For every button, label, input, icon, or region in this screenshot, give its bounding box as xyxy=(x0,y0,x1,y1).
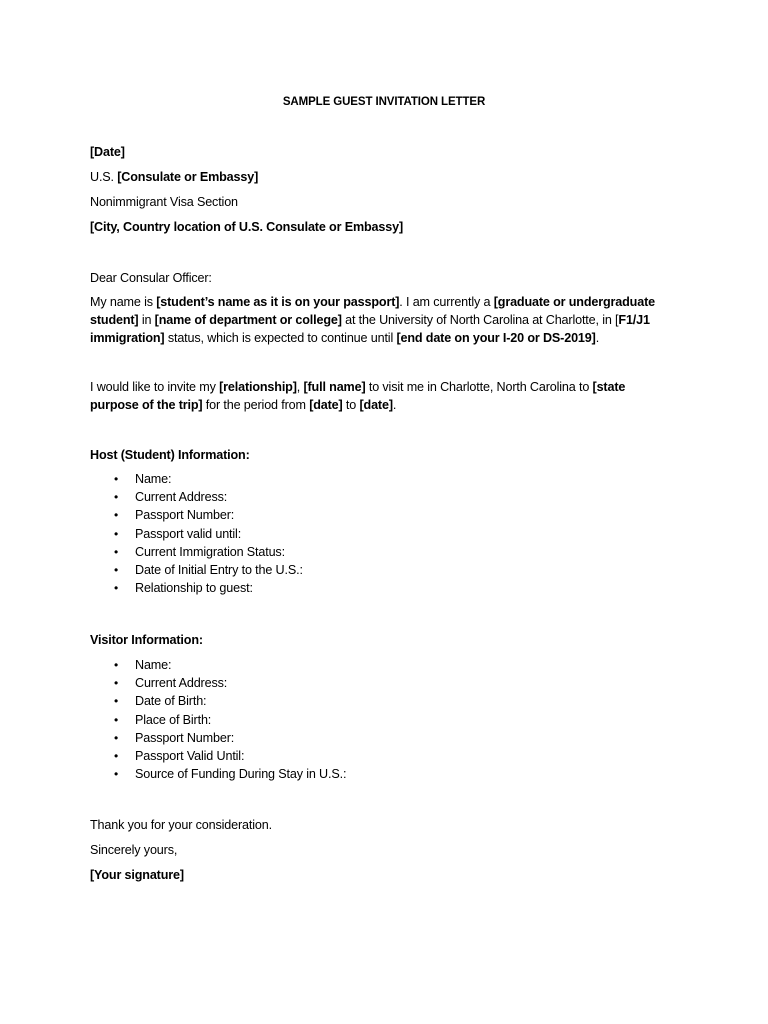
p1-text: status, which is expected to continue until xyxy=(164,331,397,345)
paragraph2-line1 xyxy=(90,378,625,396)
visitor-funding-label: Source of Funding During Stay in U.S.: xyxy=(135,767,347,782)
paragraph2-line2 xyxy=(90,396,396,414)
date-placeholder: [Date] xyxy=(90,145,125,159)
p2-start-date-placeholder: [date] xyxy=(309,398,343,412)
list-item xyxy=(90,692,346,710)
list-item xyxy=(90,674,346,692)
list-item xyxy=(90,765,346,783)
visitor-heading-text: Visitor Information: xyxy=(90,633,203,647)
p1-text: . I am currently a xyxy=(399,295,494,309)
signature-placeholder: [Your signature] xyxy=(90,868,184,882)
host-passport-valid-label: Passport valid until: xyxy=(135,526,242,541)
p1-end-date-placeholder: [end date on your I-20 or DS-2019] xyxy=(396,331,596,345)
bullet-icon: • xyxy=(114,562,119,577)
p1-visa-type-placeholder-end: immigration] xyxy=(90,331,165,345)
bullet-icon: • xyxy=(114,581,119,596)
list-item xyxy=(90,525,303,543)
list-item xyxy=(90,711,346,729)
p2-text: to visit me in Charlotte, North Carolina to xyxy=(365,380,593,394)
visitor-birth-place-label: Place of Birth: xyxy=(135,712,212,727)
bullet-icon: • xyxy=(114,712,119,727)
bullet-icon: • xyxy=(114,490,119,505)
host-immigration-status-label: Current Immigration Status: xyxy=(135,544,285,559)
date-line xyxy=(90,143,125,161)
host-passport-number-label: Passport Number: xyxy=(135,508,235,523)
p2-purpose-placeholder-end: purpose of the trip] xyxy=(90,398,203,412)
host-entry-date-label: Date of Initial Entry to the U.S.: xyxy=(135,562,303,577)
host-name-label: Name: xyxy=(135,472,172,486)
consulate-line xyxy=(90,168,258,186)
salutation: Dear Consular Officer: xyxy=(90,271,212,285)
p1-department-placeholder: [name of department or college] xyxy=(154,313,342,327)
p1-text: at the University of North Carolina at Charlotte, in [ xyxy=(341,313,619,327)
visitor-address-label: Current Address: xyxy=(135,676,228,691)
letter-title: SAMPLE GUEST INVITATION LETTER xyxy=(282,96,486,108)
p2-text: for the period from xyxy=(202,398,310,412)
paragraph1-line3 xyxy=(90,329,599,347)
p2-text: . xyxy=(392,398,397,412)
bullet-icon: • xyxy=(114,472,119,486)
list-item xyxy=(90,506,303,524)
bullet-icon: • xyxy=(114,694,119,709)
visitor-birth-date-label: Date of Birth: xyxy=(135,694,207,709)
host-address-label: Current Address: xyxy=(135,490,228,505)
paragraph1-line2 xyxy=(90,311,650,329)
bullet-icon: • xyxy=(114,508,119,523)
p1-level-placeholder: [graduate or undergraduate xyxy=(493,295,655,309)
consulate-prefix: U.S. xyxy=(90,170,118,184)
p1-student-name-placeholder: [student’s name as it is on your passport] xyxy=(156,295,400,309)
p1-text: . xyxy=(595,331,600,345)
visitor-info-list xyxy=(90,656,346,783)
bullet-icon: • xyxy=(114,676,119,691)
p2-purpose-placeholder: [state xyxy=(592,380,626,394)
list-item xyxy=(90,656,346,674)
host-info-heading xyxy=(90,446,250,464)
p1-level-placeholder-end: student] xyxy=(90,313,139,327)
visa-section-line: Nonimmigrant Visa Section xyxy=(90,195,238,209)
list-item xyxy=(90,543,303,561)
p2-relationship-placeholder: [relationship] xyxy=(219,380,297,394)
host-info-list xyxy=(90,470,303,597)
host-heading-text: Host (Student) Information: xyxy=(90,448,250,462)
bullet-icon: • xyxy=(114,526,119,541)
bullet-icon: • xyxy=(114,658,119,672)
p2-full-name-placeholder: [full name] xyxy=(303,380,366,394)
list-item xyxy=(90,561,303,579)
bullet-icon: • xyxy=(114,767,119,782)
sincerely-line: Sincerely yours, xyxy=(90,843,178,857)
list-item xyxy=(90,747,346,765)
p2-text: I would like to invite my xyxy=(90,380,220,394)
city-country-placeholder: [City, Country location of U.S. Consulate or Embassy] xyxy=(90,220,403,234)
paragraph1-line1 xyxy=(90,293,655,311)
p1-text: in xyxy=(138,313,155,327)
host-relationship-label: Relationship to guest: xyxy=(135,581,253,596)
visitor-info-heading xyxy=(90,631,203,649)
visitor-passport-number-label: Passport Number: xyxy=(135,730,235,745)
bullet-icon: • xyxy=(114,748,119,763)
list-item xyxy=(90,729,346,747)
city-country-line xyxy=(90,218,403,236)
visitor-passport-valid-label: Passport Valid Until: xyxy=(135,748,245,763)
visitor-name-label: Name: xyxy=(135,658,172,672)
list-item xyxy=(90,470,303,488)
consulate-placeholder: [Consulate or Embassy] xyxy=(117,170,259,184)
p1-text: My name is xyxy=(90,295,157,309)
p2-text: , xyxy=(296,380,304,394)
list-item xyxy=(90,488,303,506)
signature-line xyxy=(90,866,184,884)
p2-text: to xyxy=(342,398,360,412)
bullet-icon: • xyxy=(114,544,119,559)
bullet-icon: • xyxy=(114,730,119,745)
list-item xyxy=(90,579,303,597)
thanks-line: Thank you for your consideration. xyxy=(90,818,272,832)
p1-visa-type-placeholder: F1/J1 xyxy=(618,313,650,327)
p2-end-date-placeholder: [date] xyxy=(359,398,393,412)
